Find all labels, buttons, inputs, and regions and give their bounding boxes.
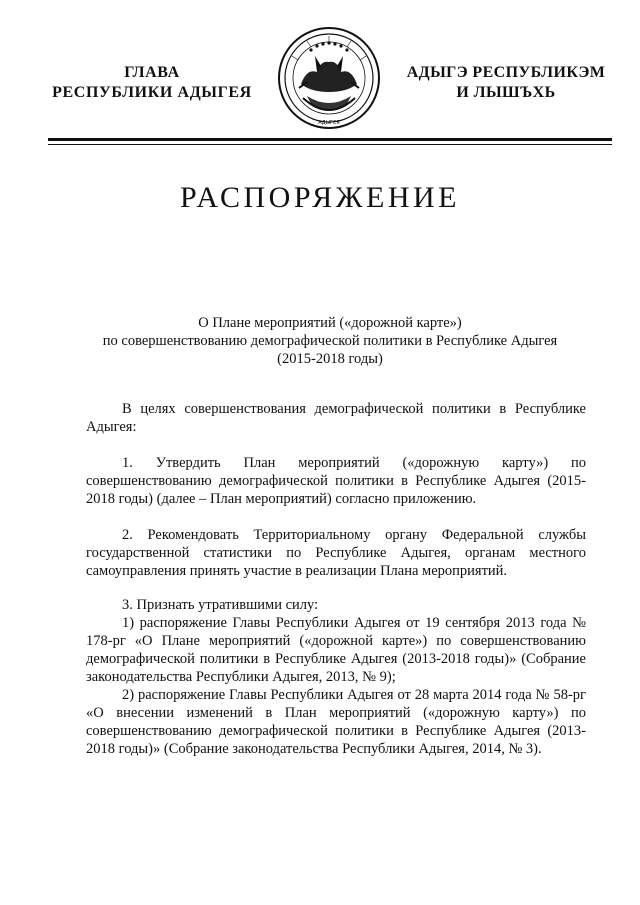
intro-paragraph: В целях совершенствования демографической политики в Республике Адыгея: [86,401,586,435]
document-body [86,400,586,758]
subject-line1: О Плане мероприятий («дорожной карте») [198,315,462,331]
paragraph-3-item-1: 1) распоряжение Главы Республики Адыгея от 19 сентября 2013 года № 178-рг «О Плане мероприятий («дорожной карте») по совершенствованию демографической политики в Республике Адыгея (2013-2018 годы)» (Собрание законодательства Республики Адыгея, 2013, № 9); [86,615,586,685]
document-subject [60,314,600,368]
header-rule-thick [48,138,612,141]
paragraph-2: 2. Рекомендовать Территориальному органу Федеральной службы государственной статистики по Республике Адыгея, органам местного самоуправления принять участие в реализации Плана мероприятий. [86,527,586,579]
subject-line2: по совершенствованию демографической политики в Республике Адыгея [102,333,558,349]
header-right-line2: И ЛЫШЪХЬ [456,84,556,101]
header-left-line2: РЕСПУБЛИКИ АДЫГЕЯ [52,84,252,101]
paragraph-1: 1. Утвердить План мероприятий («дорожную карту») по совершенствованию демографической политики в Республике Адыгея (2015-2018 годы) (далее – План мероприятий) согласно приложению. [86,455,586,507]
emblem-ring-text: АДЫГЕЯ [318,120,340,126]
paragraph-3: 3. Признать утратившими силу: [122,597,319,613]
header-left-line1: ГЛАВА [124,64,180,81]
coat-of-arms-icon [277,26,381,130]
subject-line3: (2015-2018 годы) [277,351,383,367]
header-left [40,63,264,103]
header-rule-thin [48,144,612,145]
document-title: РАСПОРЯЖЕНИЕ [179,181,461,214]
paragraph-3-item-2: 2) распоряжение Главы Республики Адыгея от 28 марта 2014 года № 58-рг «О внесении изменений в План мероприятий («дорожную карту») по совершенствованию демографической политики в Республике Адыгея (2013-2018 годы)» (Собрание законодательства Республики Адыгея, 2014, № 3). [86,687,586,757]
header-right [392,63,620,103]
header-right-line1: АДЫГЭ РЕСПУБЛИКЭМ [406,64,606,81]
